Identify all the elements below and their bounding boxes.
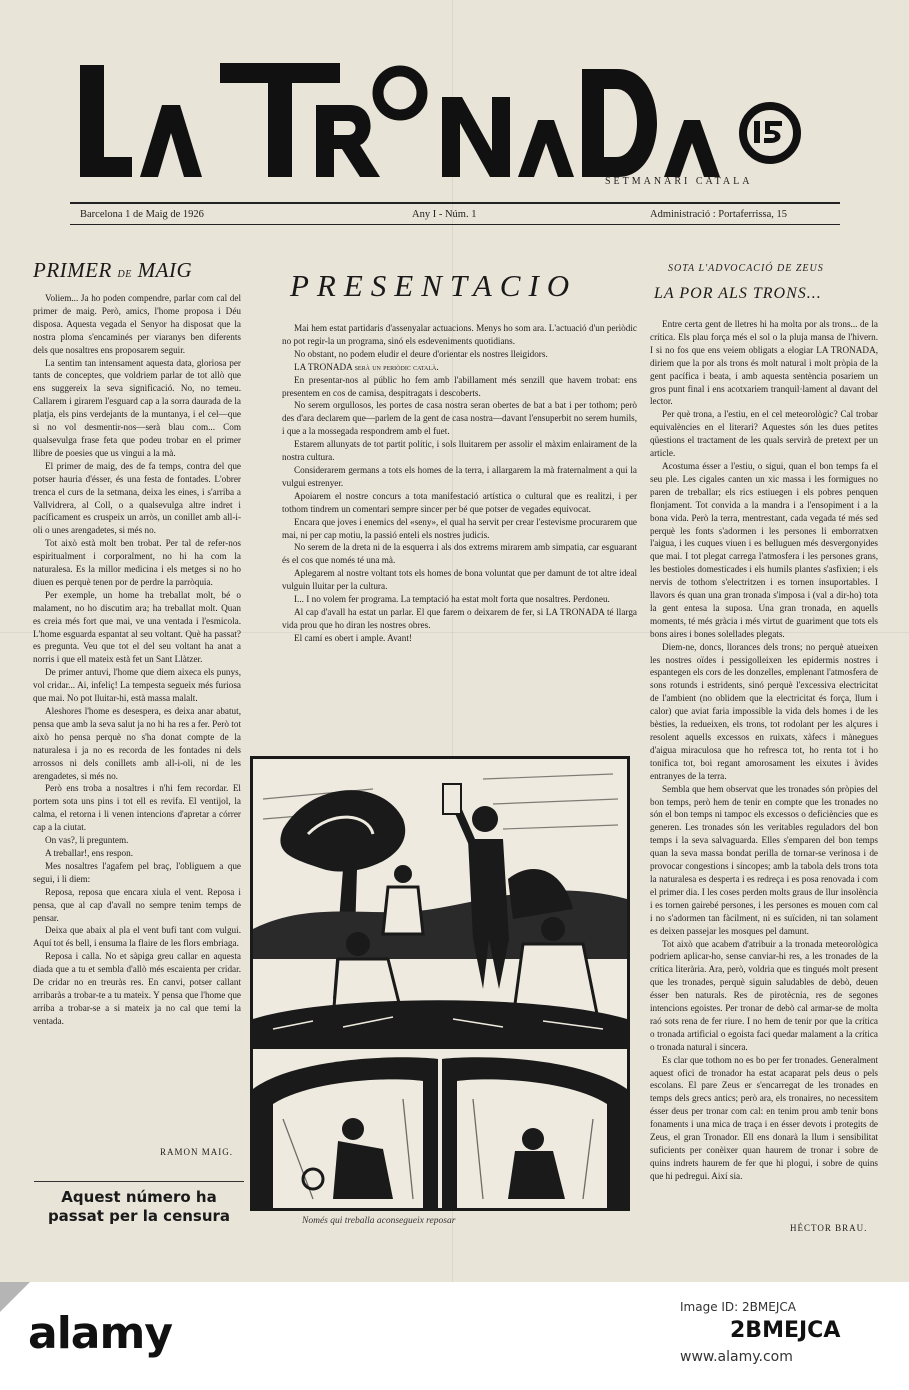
paragraph: Voliem... Ja ho poden compendre, parlar com cal del primer de maig. Però, amics, l'home proposa i Déu disposa. Aquesta vegada el Senyor ha disposat que la nostra ploma s'encaminés per viaranys ben diferents dels que nosaltres ens proposarem seguir. xyxy=(33,293,241,355)
masthead-logo xyxy=(70,45,840,190)
article-la-por-als-trons xyxy=(650,318,878,1183)
paragraph: Estarem allunyats de tot partit polític, i sols lluitarem per assolir el màxim enlairament de la nostra cultura. xyxy=(282,439,637,463)
paragraph: La sentim tan intensament aquesta data, gloriosa per tants de conceptes, que voldriem parlar de tot allò que ens suggereix la seva significació. No, no temeu. Callarem i girarem l'esguard cap a la sorra daurada de la platja, els pins verdejants de la muntanya, i el cel—que si no vol desmentir-nos—serà blau com... Com qualsevulga frase feta que podeu trobar en el primer llibre de poesies que us vingui a la mà. xyxy=(33,357,241,458)
paragraph: Per què trona, a l'estiu, en el cel meteorològic? Cal trobar equivalències en el literari? Aquestes són les dues petites qüestions el tractament de les quals servirà de pretext per un article. xyxy=(650,409,878,459)
paragraph: Acostuma ésser a l'estiu, o sigui, quan el bon temps fa el seu ple. Les cigales canten un xic massa i les formigues no paren de treballar; els rics estiuegen i els pobres penquen flonjament. Tot convida a la mandra i a l'ensopiment i a la bona vida. Però la terra, mentrestant, cada vegada té més sed perquè les fonts s'adormen i les persones li emborratxen l'aigua, i les cuques viuen i es belluguen més desvergonyides que mai. I tot plegat carrega l'atmosfera i les persones grans, les bestioles domesticades i els humils plantes s'asfixien; i els nervis de tothom s'electritzen i es tornen insuportables. I llavors és quan una gran tronada s'imposa i (val a dir-ho) tota la gent entesa la suposa. Una gran tronada, en aquells moments, té més gràcia i més virtut de guariment que tots els bons aires i bones solellades plegats. xyxy=(650,460,878,639)
paragraph: En presentar-nos al públic ho fem amb l'abillament més senzill que havem trobat: ens presentem en cos de camisa, despitragats i descoberts. xyxy=(282,374,637,398)
paragraph: Però ens troba a nosaltres i n'hi fem recordar. El portem sota uns pins i tot ell es revifa. El ventijol, la calma, el retorna i li venen intencions d'apretar a córrer cap a la ciutat. xyxy=(33,783,241,833)
censor-rule xyxy=(34,1181,244,1182)
dateline-date: Barcelona 1 de Maig de 1926 xyxy=(80,209,204,220)
illustration-caption: Només qui treballa aconsegueix reposar xyxy=(302,1216,456,1226)
paragraph: Deixa que abaix al pla el vent bufi tant com vulgui. Aquí tot és bell, i ensuma la flaire de les flors embriaga. xyxy=(33,925,241,949)
paragraph: Tot això està molt ben trobat. Per tal de refer-nos espiritualment i corporalment, no hi ha com la naturalesa. Es la millor medicina i els metges si no ho diuen es perquè tenen por de perdre la parròquia. xyxy=(33,538,241,587)
image-id-label: Image ID: 2BMEJCA xyxy=(680,1300,796,1314)
paragraph: Es clar que tothom no es bo per fer tronades. Generalment aquest ofici de tronador ha estat acaparat pels deus o pels escolans. El pare Zeus er s'encarregat de les tronades en temps dels grecs antics; però ara, els tronaires, no necessitem ésser deus per tronar com cal: en tenim prou amb tenir bons fonaments i una mica de traça i en ésser devots i protegits de Zeus, el gran Tronador. Ell ens donarà la llum i sensibilitat suficients per conèixer quan haurem de tronar i sobre de quins indrets haurem de fer que hi plogui, i sobre de quins que hi pedregui. Així sia. xyxy=(650,1054,878,1181)
paragraph: Reposa, reposa que encara xiula el vent. Reposa i pensa, que al cap d'avall no sempre tenim temps de pensar. xyxy=(33,886,241,923)
masthead xyxy=(70,45,840,190)
paragraph: No obstant, no podem eludir el deure d'orientar els nostres lleigidors. xyxy=(294,348,548,359)
alamy-logo: alamy xyxy=(28,1308,172,1359)
paragraph: Entre certa gent de lletres hi ha molta por als trons... de la crítica. Els plau força més el sol o la pluja mansa de l'hivern. I si no fos que ens veiem obligats a elogiar LA TRONADA, diriem que la por als trons és molt natural i molt pròpia de la gent pacífica i beata, i amb aquesta sentència posariem un gros punt final i ens acotxariem tranquil·lament al davant del lector. xyxy=(650,319,878,407)
signature-hector-brau: HÉCTOR BRAU. xyxy=(790,1223,868,1233)
paragraph: Aplegarem al nostre voltant tots els homes de bona voluntat que per damunt de tot altre ideal vulguin lluitar per la cultura. xyxy=(282,568,637,592)
woodcut-illustration xyxy=(250,756,630,1211)
paragraph: Apoiarem el nostre concurs a tota manifestació artística o cultural que es realitzi, i per tothom tindrem un comentari sempre sincer per bé que potser de vegades equivocat. xyxy=(282,490,637,514)
dateline-issue: Any I - Núm. 1 xyxy=(412,209,477,220)
paragraph: Considerarem germans a tots els homes de la terra, i allargarem la mà fraternalment a qui la vulgui estrenyer. xyxy=(282,464,637,488)
article-kicker: SOTA L'ADVOCACIÓ DE ZEUS xyxy=(668,263,824,274)
signature-ramon-maig: RAMON MAIG. xyxy=(160,1147,234,1157)
paragraph: Sembla que hem observat que les tronades són pròpies del bon temps, però hem de tenir en compte que les tronades no són el bon temps ni tampoc els excessos o deficiències que es generen. Les tronades són les veritables reguladors del bon temps i la seva salvaguarda. Elles s'emparen del bon temps quan la seva massa bondat perilla de tornar-se verinosa i de provocar congestions i síncopes; amb la tabola dels trons tota la naturalesa es desperta i es redreça i es posa renovada i com el primer dia. I les coses perden molts graus de llur insolència i es tornen gairebé persones, i les persones es mouen com cal i no s'adormen tan fàcilment, ni es suïciden, ni tan solament es deixen passejar les mosques pel damunt. xyxy=(650,783,878,936)
paragraph: I... I no volem fer programa. La temptació ha estat molt forta que nosaltres. Perdoneu. xyxy=(294,594,610,605)
woodcut-scene xyxy=(253,759,627,1208)
article-presentacio xyxy=(282,322,637,645)
censorship-notice: Aquest número ha passat per la censura xyxy=(47,1188,231,1225)
image-id-code: 2BMEJCA xyxy=(730,1318,841,1343)
paragraph: Reposa i calla. No et sàpiga greu callar en aquesta diada que a tu et sembla d'allò més escaienta per cridar. De cridar no en treuràs res. En canvi, potser callant arribaràs a trobar-te a tu mateix. Y pensa que l'home que arriba a trobar-se a si mateix ja no cal que temi la ventada. xyxy=(33,951,241,1026)
dateline-address: Administració : Portaferrissa, 15 xyxy=(650,209,788,220)
article-title-la-por-als-trons: LA POR ALS TRONS... xyxy=(654,285,822,302)
paragraph: Encara que joves i enemics del «seny», el qual ha servit per crear l'estevisme procurarem que mai, ni per cap motiu, la passió enteli els nostres judicis. xyxy=(282,516,637,540)
watermark-url: www.alamy.com xyxy=(680,1349,793,1365)
paragraph: No serem de la dreta ni de la esquerra i als dos extrems mirarem amb simpatia, car esguarant és el cos que només té una mà. xyxy=(282,542,637,566)
paragraph: Aleshores l'home es desespera, es deixa anar abatut, pensa que amb la seva salut ja no hi ha res a fer. Però tot això ho pensa perquè no s'ha donat compte de la naturalesa i ja no es recorda de les fontades ni dels arrossos ni dels conillets amb all-i-oli, ni de les arengadetes, si més no. xyxy=(33,706,241,781)
paragraph: Mai hem estat partidaris d'assenyalar actuacions. Menys ho som ara. L'actuació d'un periòdic no pot regir-la un programa, sinó els esdeveniments quotidians. xyxy=(282,323,637,346)
watermark-corner xyxy=(0,1282,30,1312)
paragraph: El primer de maig, des de fa temps, contra del que potser hauria d'ésser, és una festa de fontades. L'obrer trenca el curs de la setmana, deixa les eines, i s'arriba a Vallvidrera, al Coll, o a qualsevulga altre indret i pacíficament es cruspeix un arròs, un conillet amb all-i-oli o unes arengadetes, si més no. xyxy=(33,460,241,536)
article-title-presentacio: PRESENTACIO xyxy=(290,268,578,303)
paragraph: De primer antuvi, l'home que diem aixeca els punys, vol cridar... Ai, infeliç! La tempesta segueix més furiosa que mai. No pot lluitar-hi, està massa malalt. xyxy=(33,667,241,704)
paragraph: No serem orgullosos, les portes de casa nostra seran obertes de bat a bat i per tothom; però des d'ara declarem que—parlem de la gent de casa nostra—davant l'ensuperbit no serem humils, i que a la mossegada respondrem amb el fuet. xyxy=(282,400,637,437)
paragraph: Mes nosaltres l'agafem pel braç, l'obliguem a que segui, i li diem: xyxy=(33,860,241,884)
rule-bottom xyxy=(70,224,840,225)
masthead-tagline: SETMANARI CATALA xyxy=(605,176,753,187)
paragraph: Al cap d'avall ha estat un parlar. El que farem o deixarem de fer, si LA TRONADA té llarga vida prou que ho diran les nostres obres. xyxy=(282,606,637,630)
paragraph: On vas?, li preguntem. xyxy=(45,835,129,846)
paragraph: LA TRONADA serà un periòdic català. xyxy=(294,361,439,372)
paragraph: Tot això que acabem d'atribuir a la tronada meteorològica podriem aplicar-ho, sense canviar-hi res, a les tronades de la crítica literària. Ara, però, voldria que es tingués molt present que les tronades, perquè siguin saludables de debò, deuen ésser ben naturals. Res de pirotècnia, res de segones intencions egoistes. Per tronar de debò cal armar-se de molta raó sots rena de fer riure. I no hem de tenir por que la crítica o tronada artificial o egoista faci quedar malament a la crítica o tronada natural i sincera. xyxy=(650,938,878,1052)
paragraph: A treballar!, ens respon. xyxy=(45,847,134,858)
article-title-primer-de-maig: PRIMER de MAIG xyxy=(33,258,193,282)
rule-top xyxy=(70,202,840,204)
paragraph: El camí es obert i ample. Avant! xyxy=(294,632,412,643)
paragraph: Per exemple, un home ha treballat molt, bé o malament, no ho discutim ara; ha treballat molt. Quan es creia més fort que mai, ve una ventada i l'esmicola. L'home esguarda espantat al seu voltant. Què ha passat? es pregunta. Veu que tot el del seu voltant ha anat a norris i que ell mateix està fet un Sant Llàtzer. xyxy=(33,589,241,665)
article-primer-de-maig xyxy=(33,292,241,1028)
paragraph: Diem-ne, doncs, llorances dels trons; no perquè atueixen les nostres oïdes i pessigolleixen les epidermis nostres i espantegen els cors de les donzelles, emplenant l'atmosfera de sons rotunds i estridents, sinó perquè l'excessiva electricitat de l'ambient (no oblidem que la electricitat és força, llum i calor) que aviat faria impossible la vida dels homes i de les bèsties, la redueixen, els trons, tot rodolant per les alçures i resolent aquells excessos en ruixats, xàfecs i mànegues d'aigua miraculosa que ho refresca tot, ho renta tot i ho tonifica tot, boi regant amorosament les eixutes i àvides entranyes de la terra. xyxy=(650,641,878,781)
